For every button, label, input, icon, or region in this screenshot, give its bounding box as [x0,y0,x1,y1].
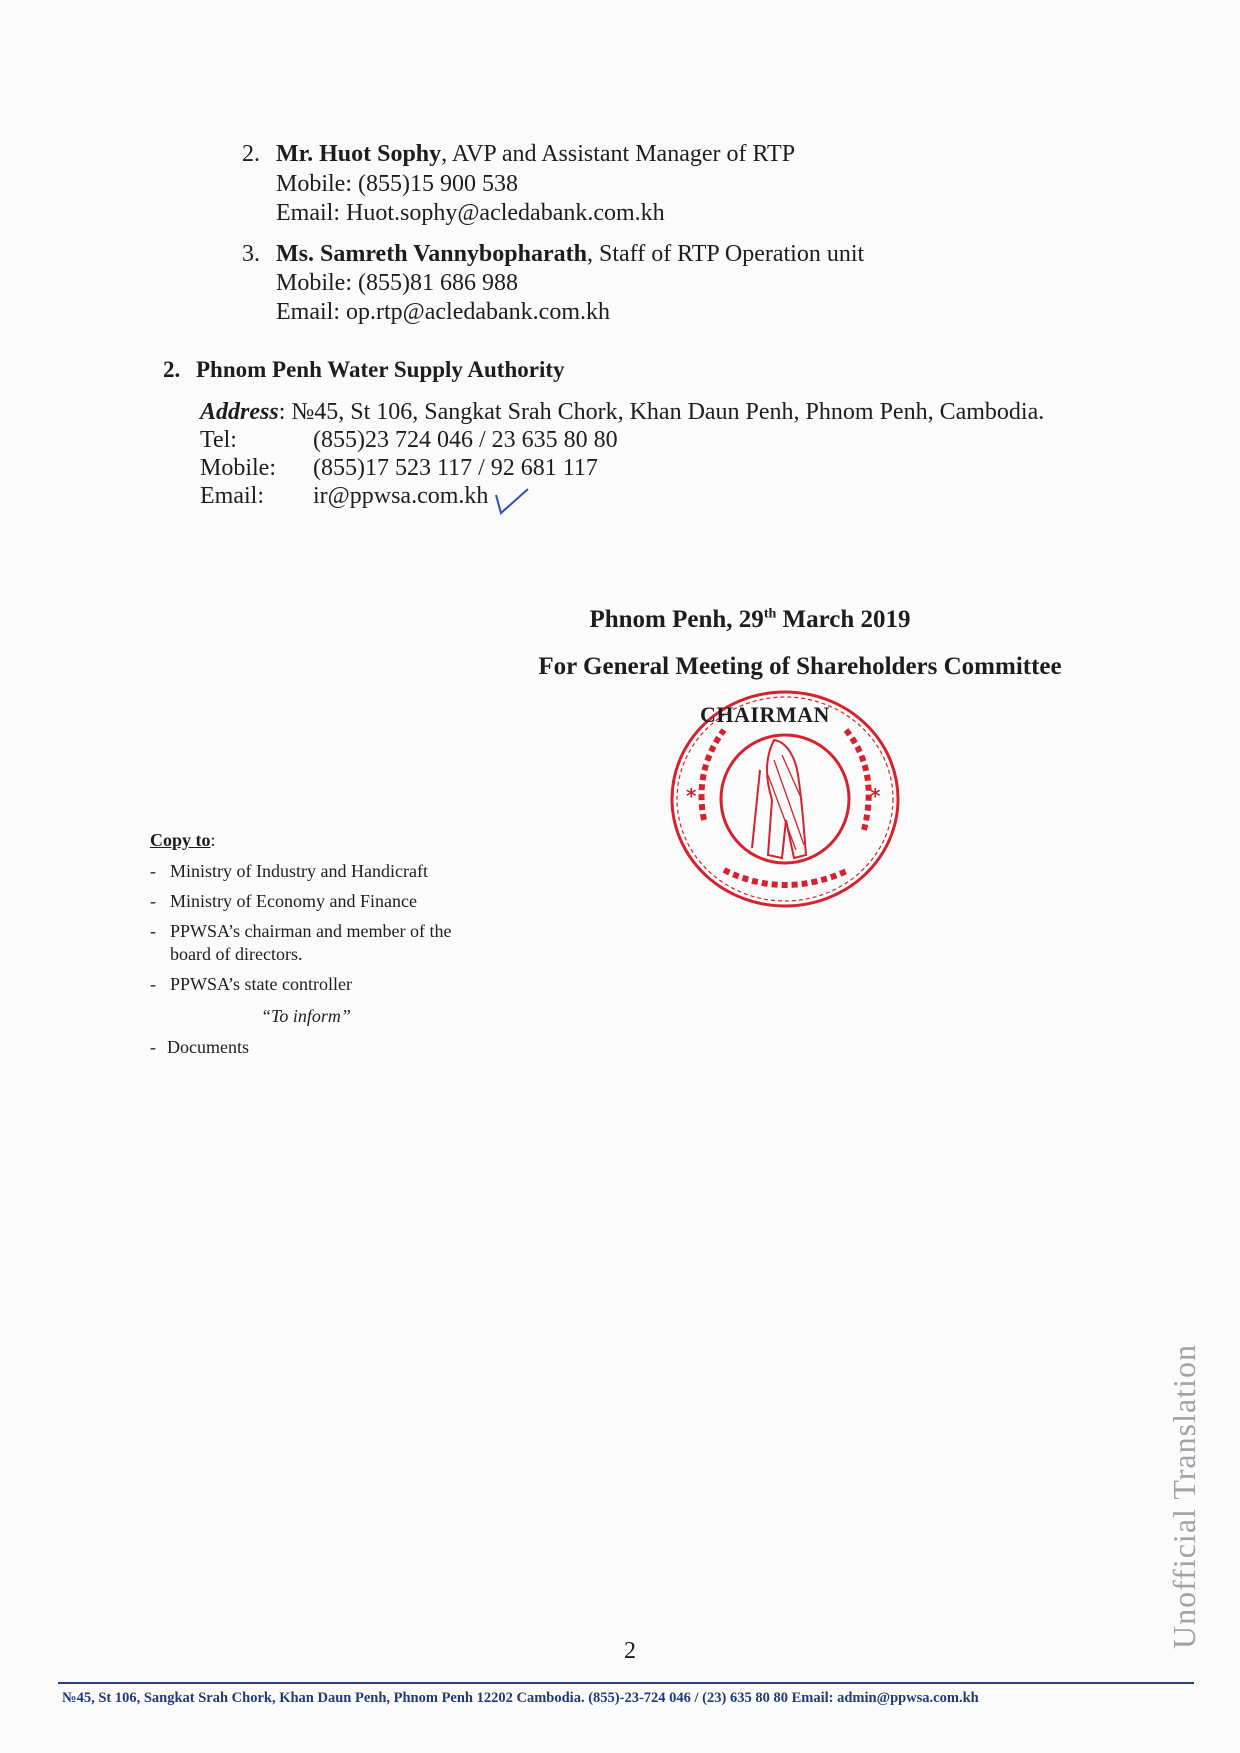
footer-divider [58,1682,1194,1684]
mobile-label: Mobile: [200,455,276,481]
signature-date [480,606,1020,634]
email-label: Email: [200,483,264,509]
list-item: - Documents [150,1037,249,1057]
list-item: - Ministry of Economy and Finance [150,891,417,911]
svg-text:*: * [870,784,881,808]
list-number: 2. [242,141,260,167]
address-label: Address [200,399,279,425]
list-item: - PPWSA’s chairman and member of the board of directors. [150,921,452,964]
date-place: Phnom Penh, 29 [589,606,764,633]
committee-title: For General Meeting of Shareholders Committee [538,653,1062,680]
handwritten-check-icon [492,487,532,517]
contact-email: Email: op.rtp@acledabank.com.kh [276,299,610,325]
authority-title: Phnom Penh Water Supply Authority [196,357,565,382]
copy-to-colon: : [210,830,216,850]
authority-heading [163,357,565,383]
copy-item-text: Ministry of Industry and Handicraft [170,861,428,881]
copy-to-label: Copy to [150,830,211,850]
page-number: 2 [624,1638,636,1664]
svg-text:*: * [686,784,697,808]
contact-name-line [276,240,864,269]
section-number: 2. [163,357,181,382]
copy-item-text: Documents [167,1037,249,1057]
authority-address [200,398,1044,427]
list-item: - Ministry of Industry and Handicraft [150,861,428,881]
date-ordinal: th [763,606,777,622]
copy-item-text: Ministry of Economy and Finance [170,891,417,911]
contact-role: , AVP and Assistant Manager of RTP [441,141,796,167]
footer-address: №45, St 106, Sangkat Srah Chork, Khan Daun Penh, Phnom Penh 12202 Cambodia. (855)-23-724 046 / (23) 635 80 80 Email: admin@ppwsa.com.kh [62,1690,979,1706]
contact-mobile: Mobile: (855)81 686 988 [276,270,518,296]
tel-label: Tel: [200,427,237,453]
contact-name-line [276,140,795,169]
tel-value: (855)23 724 046 / 23 635 80 80 [313,427,618,453]
inform-note: “To inform” [261,1006,351,1026]
watermark-text: Unofficial Translation [1166,1344,1202,1649]
date-rest: March 2019 [776,606,911,633]
copy-item-text: PPWSA’s chairman and member of the board of directors. [170,921,452,964]
contact-email: Email: Huot.sophy@acledabank.com.kh [276,200,665,226]
copy-to-list [150,860,480,1003]
mobile-value: (855)17 523 117 / 92 681 117 [313,455,598,481]
contact-name: Mr. Huot Sophy [276,141,442,167]
copy-item-text: PPWSA’s state controller [170,974,352,994]
chairman-title: CHAIRMAN [700,702,830,727]
contact-name: Ms. Samreth Vannybopharath [276,241,587,267]
list-number: 3. [242,241,260,267]
list-item: - PPWSA’s state controller [150,974,352,994]
email-value: ir@ppwsa.com.kh [313,483,489,509]
contact-mobile: Mobile: (855)15 900 538 [276,171,518,197]
contact-role: , Staff of RTP Operation unit [586,241,865,267]
address-value: : №45, St 106, Sangkat Srah Chork, Khan Daun Penh, Phnom Penh, Cambodia. [278,399,1045,425]
copy-to-heading [150,829,216,852]
